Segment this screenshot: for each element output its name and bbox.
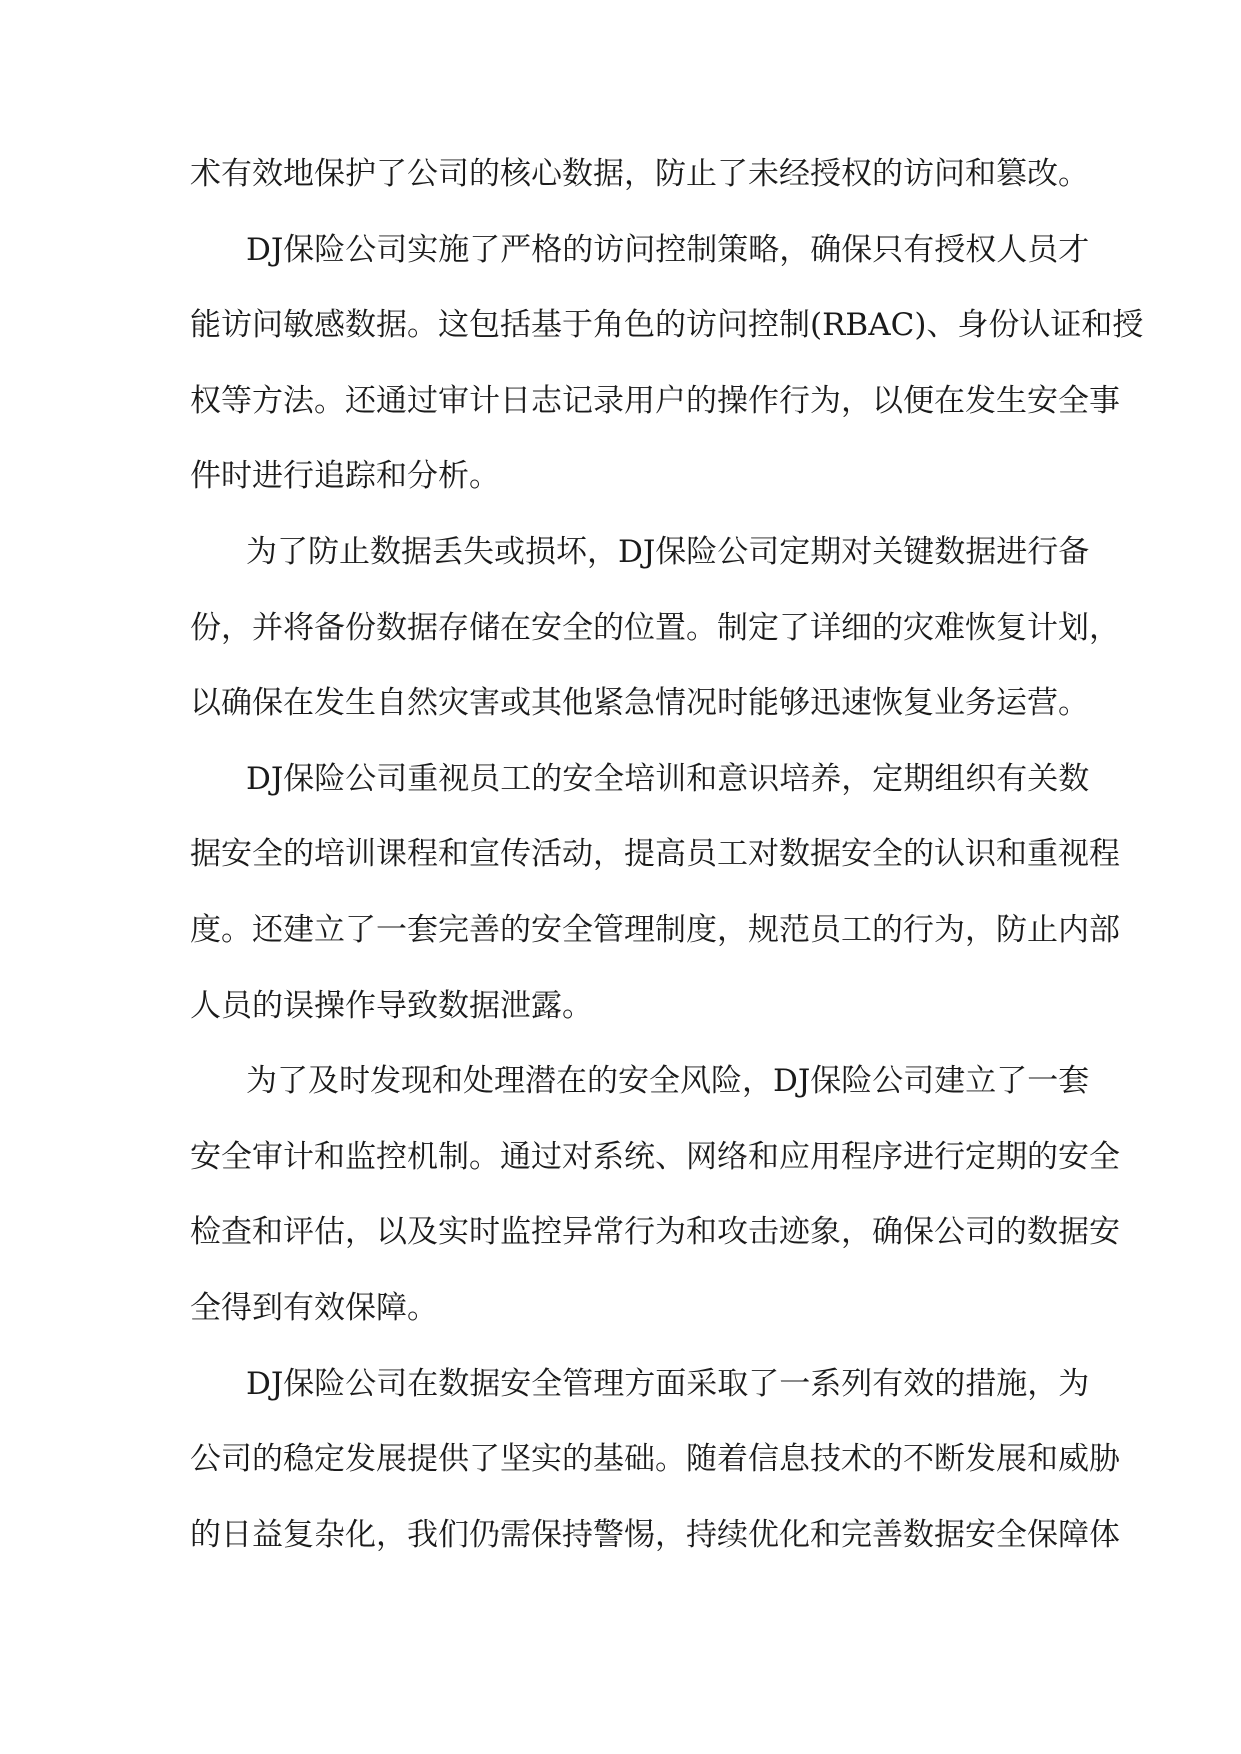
text-line: DJ保险公司重视员工的安全培训和意识培养，定期组织有关数 bbox=[246, 760, 1090, 797]
text-line: 份，并将备份数据存储在安全的位置。制定了详细的灾难恢复计划， bbox=[190, 609, 1120, 646]
text-line: DJ保险公司在数据安全管理方面采取了一系列有效的措施，为 bbox=[246, 1365, 1090, 1402]
text-line: 为了及时发现和处理潜在的安全风险，DJ保险公司建立了一套 bbox=[246, 1063, 1090, 1100]
text-line: 安全审计和监控机制。通过对系统、网络和应用程序进行定期的安全 bbox=[190, 1138, 1120, 1175]
text-line: 为了防止数据丢失或损坏，DJ保险公司定期对关键数据进行备 bbox=[246, 533, 1090, 570]
text-line: 件时进行追踪和分析。 bbox=[190, 458, 500, 495]
text-line: 的日益复杂化，我们仍需保持警惕，持续优化和完善数据安全保障体 bbox=[190, 1516, 1120, 1553]
text-line: 公司的稳定发展提供了坚实的基础。随着信息技术的不断发展和威胁 bbox=[190, 1441, 1120, 1478]
text-line: 全得到有效保障。 bbox=[190, 1289, 438, 1326]
text-line: 能访问敏感数据。这包括基于角色的访问控制(RBAC)、身份认证和授 bbox=[190, 307, 1144, 344]
text-line: 以确保在发生自然灾害或其他紧急情况时能够迅速恢复业务运营。 bbox=[190, 685, 1089, 722]
text-line: DJ保险公司实施了严格的访问控制策略，确保只有授权人员才 bbox=[246, 231, 1090, 268]
body-text bbox=[190, 137, 1144, 1573]
text-line: 度。还建立了一套完善的安全管理制度，规范员工的行为，防止内部 bbox=[190, 911, 1120, 948]
text-line: 据安全的培训课程和宣传活动，提高员工对数据安全的认识和重视程 bbox=[190, 836, 1120, 873]
text-line: 人员的误操作导致数据泄露。 bbox=[190, 987, 593, 1024]
text-line: 权等方法。还通过审计日志记录用户的操作行为，以便在发生安全事 bbox=[190, 382, 1120, 419]
text-line: 术有效地保护了公司的核心数据，防止了未经授权的访问和篡改。 bbox=[190, 156, 1089, 192]
text-line: 检查和评估，以及实时监控异常行为和攻击迹象，确保公司的数据安 bbox=[190, 1214, 1120, 1251]
